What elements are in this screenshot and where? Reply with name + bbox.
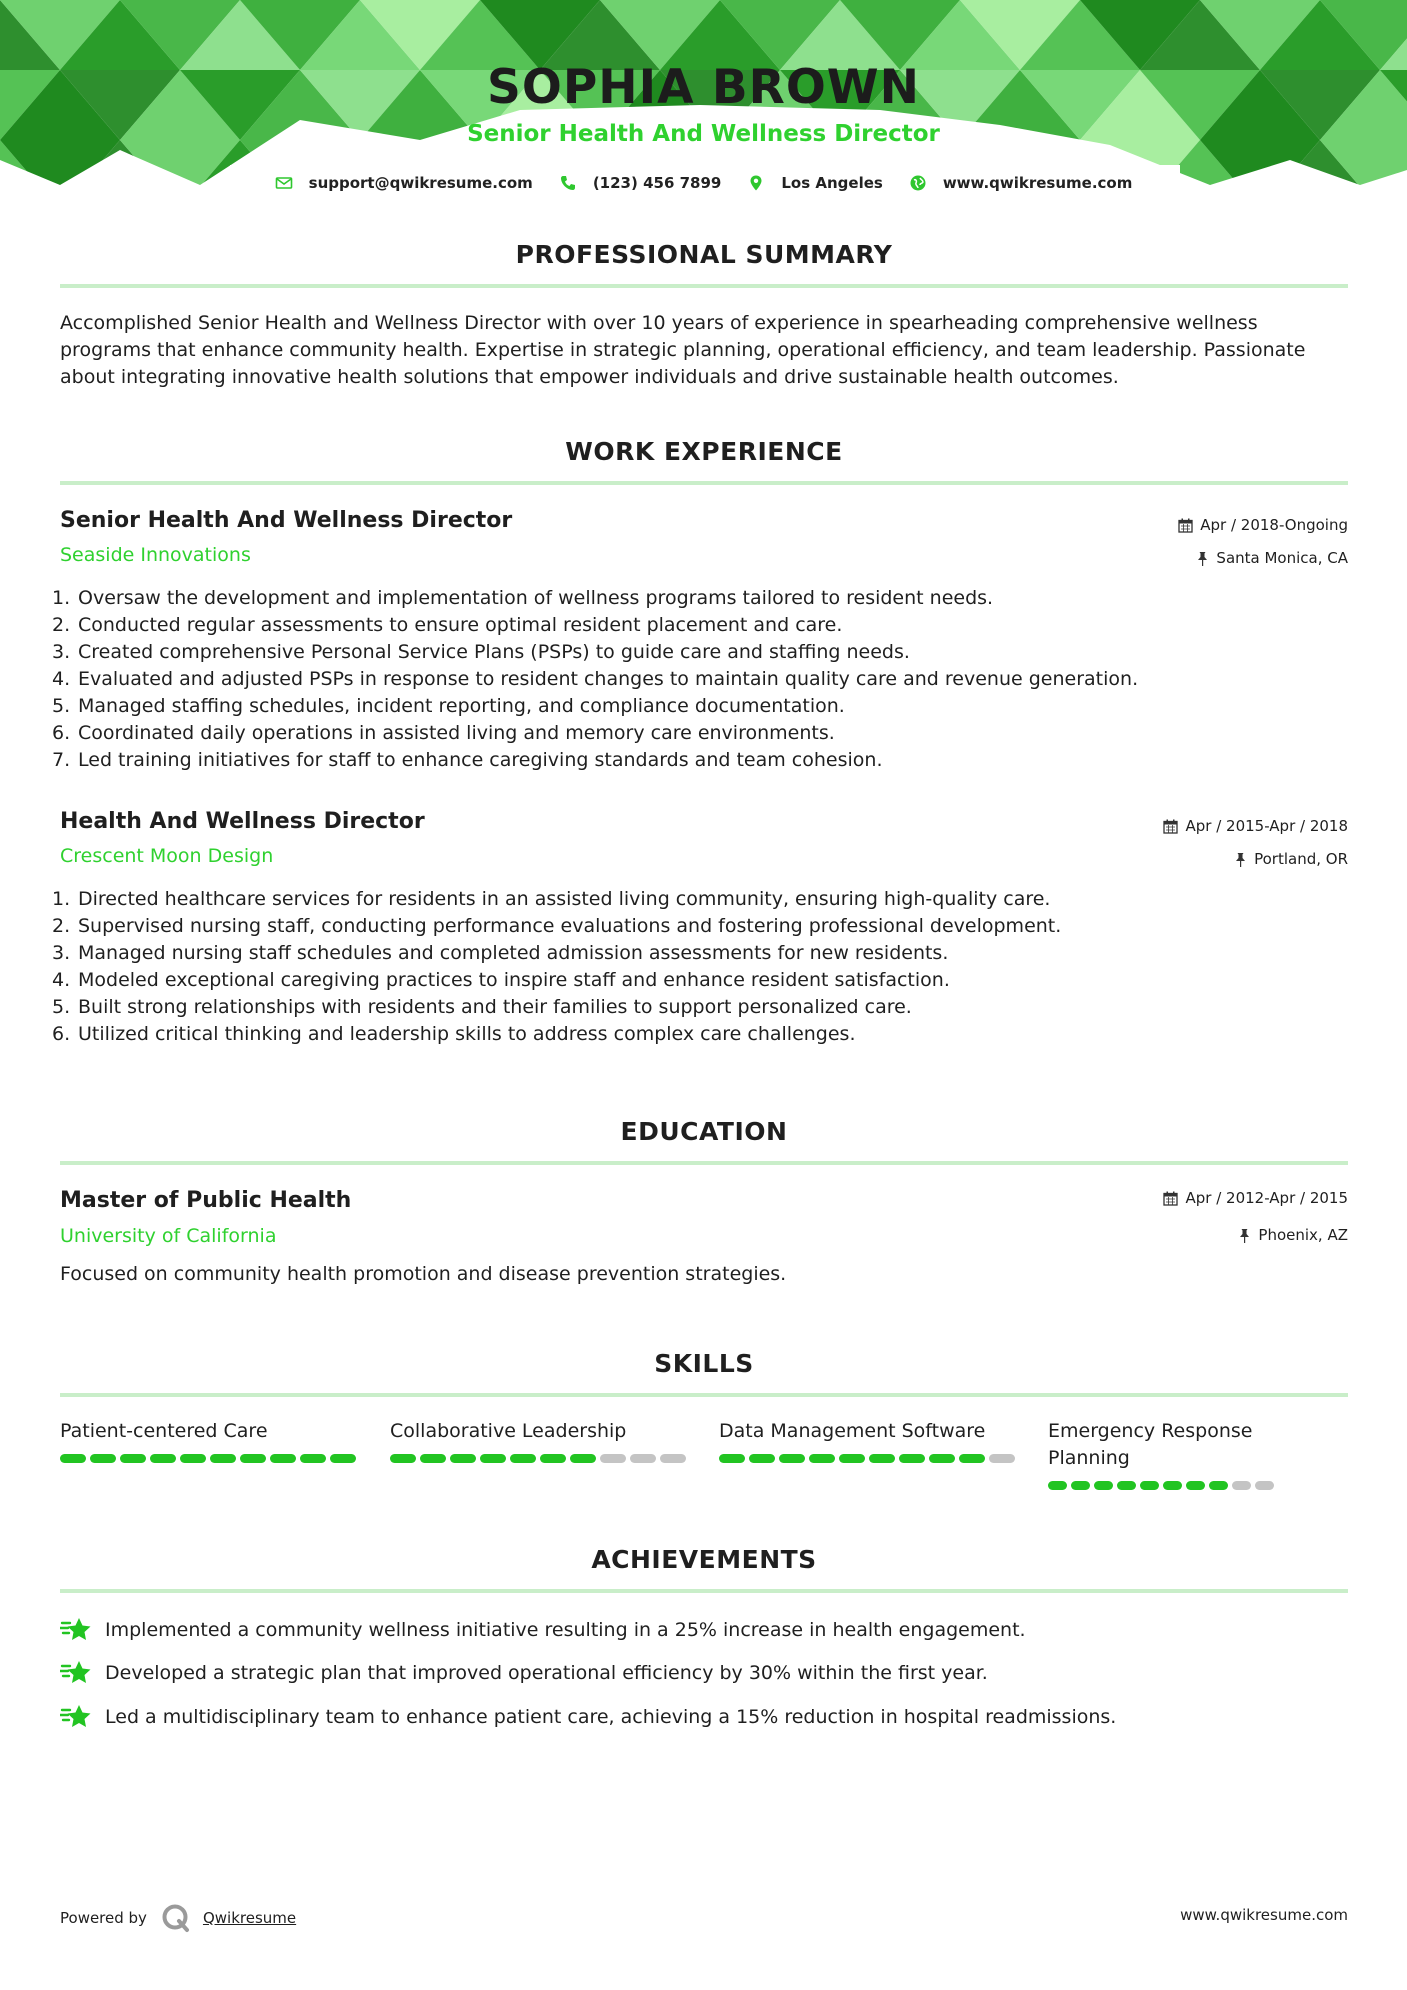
pushpin-icon bbox=[1238, 1228, 1251, 1243]
contact-location-text: Los Angeles bbox=[781, 174, 883, 192]
list-item: 5. Built strong relationships with residents and their families to support personalized care. bbox=[52, 996, 912, 1018]
list-item: 6. Utilized critical thinking and leadership skills to address complex care challenges. bbox=[52, 1023, 856, 1045]
job-location bbox=[1196, 549, 1348, 567]
list-item: 2. Supervised nursing staff, conducting performance evaluations and fostering professional development. bbox=[52, 915, 1062, 937]
calendar-icon bbox=[1178, 518, 1193, 533]
contact-phone-text: (123) 456 7899 bbox=[592, 174, 722, 192]
education-divider bbox=[60, 1161, 1348, 1165]
skill-level-bar bbox=[390, 1454, 690, 1463]
skill-item bbox=[60, 1418, 360, 1463]
map-pin-icon bbox=[747, 174, 765, 192]
contact-email-text: support@qwikresume.com bbox=[308, 174, 533, 192]
summary-text: Accomplished Senior Health and Wellness Director with over 10 years of experience in spearheading comprehensive wellness programs that enhance community health. Expertise in strategic planning, operational efficiency, and team leadership. Passionate about integrating innovative health solutions that empower individuals and drive sustainable health outcomes. bbox=[60, 312, 1306, 388]
skill-segment-filled bbox=[540, 1454, 566, 1463]
skill-segment-empty bbox=[989, 1454, 1015, 1463]
contact-website-text: www.qwikresume.com bbox=[942, 174, 1133, 192]
footer-powered-by bbox=[60, 1903, 296, 1933]
skill-segment-filled bbox=[300, 1454, 326, 1463]
skill-segment-empty bbox=[1232, 1481, 1251, 1490]
contact-phone[interactable] bbox=[559, 174, 722, 192]
list-item: 5. Managed staffing schedules, incident reporting, and compliance documentation. bbox=[52, 695, 845, 717]
list-item: 7. Led training initiatives for staff to enhance caregiving standards and team cohesion. bbox=[52, 749, 883, 771]
achievement-text: Implemented a community wellness initiative resulting in a 25% increase in health engagement. bbox=[105, 1619, 1026, 1641]
contact-location bbox=[747, 174, 882, 192]
skill-segment-filled bbox=[719, 1454, 745, 1463]
skill-segment-filled bbox=[570, 1454, 596, 1463]
star-icon bbox=[60, 1703, 92, 1731]
job-bullets bbox=[52, 585, 1352, 774]
skill-level-bar bbox=[60, 1454, 360, 1463]
summary-heading: PROFESSIONAL SUMMARY bbox=[515, 240, 893, 269]
skill-segment-filled bbox=[180, 1454, 206, 1463]
skill-segment-empty bbox=[600, 1454, 626, 1463]
education-degree: Master of Public Health bbox=[60, 1188, 352, 1213]
skill-segment-filled bbox=[90, 1454, 116, 1463]
job-bullets bbox=[52, 886, 1352, 1048]
star-icon bbox=[60, 1616, 92, 1644]
contact-email[interactable] bbox=[275, 174, 533, 192]
list-item: 3. Created comprehensive Personal Service Plans (PSPs) to guide care and staffing needs. bbox=[52, 641, 910, 663]
candidate-name: SOPHIA BROWN bbox=[487, 60, 920, 115]
skill-segment-empty bbox=[630, 1454, 656, 1463]
education-school: University of California bbox=[60, 1225, 277, 1247]
skill-name: Patient-centered Care bbox=[60, 1420, 268, 1442]
list-item: 4. Evaluated and adjusted PSPs in response to resident changes to maintain quality care and revenue generation. bbox=[52, 668, 1139, 690]
skill-segment-filled bbox=[809, 1454, 835, 1463]
contact-website[interactable] bbox=[909, 174, 1133, 192]
skills-heading: SKILLS bbox=[654, 1349, 754, 1378]
job-location-text: Portland, OR bbox=[1254, 850, 1348, 868]
job-location-text: Santa Monica, CA bbox=[1216, 549, 1348, 567]
skill-segment-filled bbox=[779, 1454, 805, 1463]
education-location-text: Phoenix, AZ bbox=[1258, 1226, 1348, 1244]
list-item: 2. Conducted regular assessments to ensure optimal resident placement and care. bbox=[52, 614, 843, 636]
list-item: 1. Directed healthcare services for residents in an assisted living community, ensuring high-quality care. bbox=[52, 888, 1051, 910]
job-dates bbox=[1178, 516, 1348, 534]
skill-segment-filled bbox=[480, 1454, 506, 1463]
achievement-item bbox=[60, 1659, 988, 1687]
job-company: Seaside Innovations bbox=[60, 544, 251, 566]
skill-segment-empty bbox=[1255, 1481, 1274, 1490]
skill-level-bar bbox=[719, 1454, 1019, 1463]
list-item: 3. Managed nursing staff schedules and completed admission assessments for new residents. bbox=[52, 942, 949, 964]
experience-heading: WORK EXPERIENCE bbox=[565, 437, 843, 466]
skill-name: Collaborative Leadership bbox=[390, 1420, 627, 1442]
achievements-heading: ACHIEVEMENTS bbox=[591, 1545, 817, 1574]
skill-segment-filled bbox=[1186, 1481, 1205, 1490]
skill-segment-filled bbox=[869, 1454, 895, 1463]
job-dates-text: Apr / 2015-Apr / 2018 bbox=[1185, 817, 1348, 835]
skill-segment-filled bbox=[210, 1454, 236, 1463]
skill-segment-filled bbox=[510, 1454, 536, 1463]
skill-level-bar bbox=[1048, 1481, 1278, 1490]
pushpin-icon bbox=[1234, 852, 1247, 867]
achievement-text: Led a multidisciplinary team to enhance patient care, achieving a 15% reduction in hospital readmissions. bbox=[105, 1706, 1117, 1728]
skill-segment-filled bbox=[959, 1454, 985, 1463]
achievement-item bbox=[60, 1703, 1116, 1731]
powered-by-label: Powered by bbox=[60, 1909, 147, 1927]
skills-divider bbox=[60, 1393, 1348, 1397]
job-dates-text: Apr / 2018-Ongoing bbox=[1200, 516, 1348, 534]
skill-segment-filled bbox=[1209, 1481, 1228, 1490]
job-dates bbox=[1163, 817, 1348, 835]
calendar-icon bbox=[1163, 819, 1178, 834]
pushpin-icon bbox=[1196, 551, 1209, 566]
skill-item bbox=[719, 1418, 1019, 1463]
skill-segment-filled bbox=[270, 1454, 296, 1463]
job-role: Senior Health And Wellness Director bbox=[60, 508, 513, 533]
summary-divider bbox=[60, 284, 1348, 288]
education-dates bbox=[1163, 1189, 1348, 1207]
skill-segment-empty bbox=[660, 1454, 686, 1463]
list-item: 4. Modeled exceptional caregiving practices to inspire staff and enhance resident satisfaction. bbox=[52, 969, 950, 991]
envelope-icon bbox=[275, 174, 293, 192]
skill-segment-filled bbox=[1071, 1481, 1090, 1490]
education-location bbox=[1238, 1226, 1348, 1244]
education-description: Focused on community health promotion and disease prevention strategies. bbox=[60, 1263, 787, 1285]
footer-website[interactable]: www.qwikresume.com bbox=[1180, 1906, 1348, 1924]
skill-segment-filled bbox=[1163, 1481, 1182, 1490]
job-location bbox=[1234, 850, 1348, 868]
skill-segment-filled bbox=[929, 1454, 955, 1463]
experience-divider bbox=[60, 481, 1348, 485]
phone-icon bbox=[559, 174, 577, 192]
skill-segment-filled bbox=[1140, 1481, 1159, 1490]
job-company: Crescent Moon Design bbox=[60, 845, 274, 867]
globe-icon bbox=[909, 174, 927, 192]
skill-segment-filled bbox=[450, 1454, 476, 1463]
achievement-text: Developed a strategic plan that improved operational efficiency by 30% within the first year. bbox=[105, 1662, 988, 1684]
skill-segment-filled bbox=[150, 1454, 176, 1463]
calendar-icon bbox=[1163, 1191, 1178, 1206]
skill-segment-filled bbox=[390, 1454, 416, 1463]
candidate-title: Senior Health And Wellness Director bbox=[467, 121, 940, 147]
skill-segment-filled bbox=[899, 1454, 925, 1463]
education-heading: EDUCATION bbox=[620, 1117, 788, 1146]
star-icon bbox=[60, 1659, 92, 1687]
education-dates-text: Apr / 2012-Apr / 2015 bbox=[1185, 1189, 1348, 1207]
achievement-item bbox=[60, 1616, 1026, 1644]
skill-segment-filled bbox=[240, 1454, 266, 1463]
skill-name: Emergency Response Planning bbox=[1048, 1420, 1253, 1469]
qwikresume-logo-icon bbox=[161, 1903, 191, 1933]
skill-segment-filled bbox=[60, 1454, 86, 1463]
job-role: Health And Wellness Director bbox=[60, 809, 425, 834]
list-item: 1. Oversaw the development and implementation of wellness programs tailored to resident needs. bbox=[52, 587, 994, 609]
skill-item bbox=[390, 1418, 690, 1463]
skill-segment-filled bbox=[420, 1454, 446, 1463]
skill-segment-filled bbox=[749, 1454, 775, 1463]
achievements-divider bbox=[60, 1589, 1348, 1593]
skill-segment-filled bbox=[839, 1454, 865, 1463]
skill-name: Data Management Software bbox=[719, 1420, 986, 1442]
skill-segment-filled bbox=[330, 1454, 356, 1463]
list-item: 6. Coordinated daily operations in assisted living and memory care environments. bbox=[52, 722, 835, 744]
skill-segment-filled bbox=[1048, 1481, 1067, 1490]
skill-item bbox=[1048, 1418, 1278, 1490]
contact-row bbox=[0, 174, 1407, 192]
skill-segment-filled bbox=[1094, 1481, 1113, 1490]
skill-segment-filled bbox=[120, 1454, 146, 1463]
qwikresume-link[interactable]: Qwikresume bbox=[202, 1909, 297, 1927]
skill-segment-filled bbox=[1117, 1481, 1136, 1490]
